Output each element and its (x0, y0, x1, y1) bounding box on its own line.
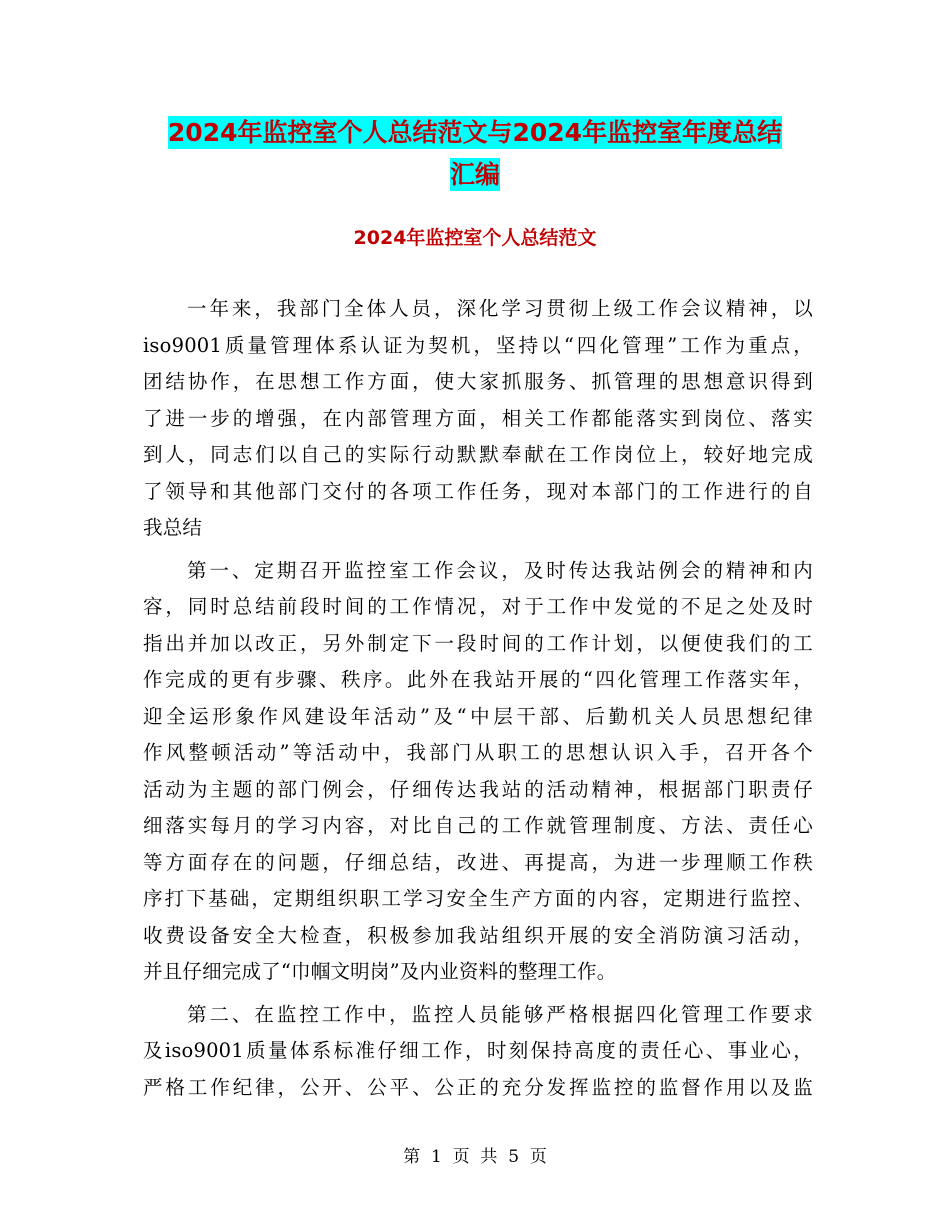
text-line: 序打下基础，定期组织职工学习安全生产方面的内容，定期进行监控、 (143, 887, 813, 910)
section-heading: 2024年监控室个人总结范文 (353, 227, 597, 249)
text-line: 等方面存在的问题，仔细总结，改进、再提高，为进一步理顺工作秩 (143, 850, 813, 874)
paragraph-3 (143, 997, 813, 1107)
paragraph-1 (143, 291, 813, 547)
text-line: 团结协作，在思想工作方面，使大家抓服务、抓管理的思想意识得到 (143, 370, 813, 393)
text-line: 迎全运形象作风建设年活动”及“中层干部、后勤机关人员思想纪律 (143, 704, 813, 728)
document-title-highlight: 2024年监控室个人总结范文与2024年监控室年度总结 (167, 118, 783, 147)
document-title-line-2 (0, 154, 950, 196)
document-title-line-1 (0, 112, 950, 154)
text-line: 指出并加以改正，另外制定下一段时间的工作计划，以便使我们的工 (143, 631, 813, 655)
document-body (143, 291, 813, 1106)
text-line: 作风整顿活动”等活动中，我部门从职工的思想认识入手，召开各个 (143, 741, 813, 764)
text-line: 一年来，我部门全体人员，深化学习贯彻上级工作会议精神，以 (187, 297, 813, 320)
text-line: 了进一步的增强，在内部管理方面，相关工作都能落实到岗位、落实 (143, 406, 813, 430)
text-line: iso9001质量管理体系认证为契机，坚持以“四化管理”工作为重点， (143, 333, 813, 357)
text-line: 并且仔细完成了“巾帼文明岗”及内业资料的整理工作。 (143, 960, 617, 983)
text-line: 了领导和其他部门交付的各项工作任务，现对本部门的工作进行的自 (143, 479, 813, 503)
text-line: 作完成的更有步骤、秩序。此外在我站开展的“四化管理工作落实年， (143, 668, 813, 691)
text-line: 活动为主题的部门例会，仔细传达我站的活动精神，根据部门职责仔 (143, 777, 813, 801)
page-footer: 第 1 页 共 5 页 (403, 1147, 547, 1167)
text-line: 我总结 (143, 516, 203, 539)
text-line: 第一、定期召开监控室工作会议，及时传达我站例会的精神和内 (187, 558, 813, 582)
text-line: 到人，同志们以自己的实际行动默默奉献在工作岗位上，较好地完成 (143, 443, 813, 466)
paragraph-2 (143, 553, 813, 991)
text-line: 细落实每月的学习内容，对比自己的工作就管理制度、方法、责任心 (143, 814, 813, 837)
text-line: 收费设备安全大检查，积极参加我站组织开展的安全消防演习活动， (143, 923, 813, 947)
document-title-highlight: 汇编 (449, 160, 500, 189)
text-line: 容，同时总结前段时间的工作情况，对于工作中发觉的不足之处及时 (143, 595, 813, 618)
text-line: 严格工作纪律，公开、公平、公正的充分发挥监控的监督作用以及监 (143, 1075, 813, 1099)
text-line: 及iso9001质量体系标准仔细工作，时刻保持高度的责任心、事业心， (143, 1039, 813, 1062)
text-line: 第二、在监控工作中，监控人员能够严格根据四化管理工作要求 (187, 1002, 813, 1026)
